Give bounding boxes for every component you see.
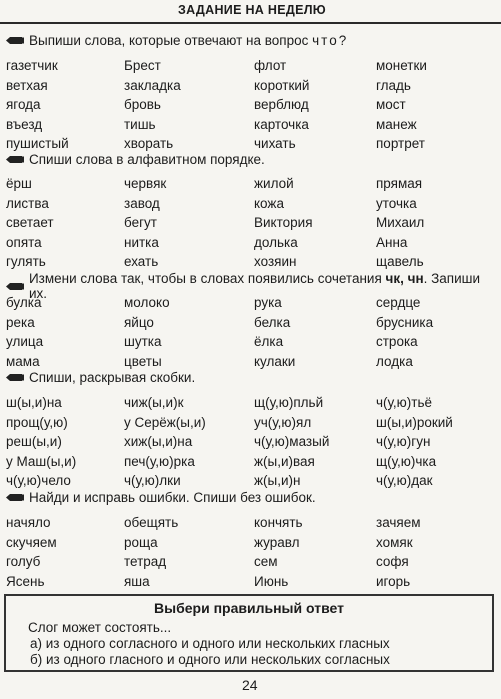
- word: ч(у,ю)мазый: [254, 434, 330, 449]
- word: роща: [124, 534, 158, 550]
- word: цветы: [124, 353, 162, 369]
- word: верблюд: [254, 97, 309, 112]
- word: Михаил: [376, 215, 425, 230]
- answer-question: Слог может состоять...: [28, 620, 172, 635]
- word: опята: [6, 234, 42, 250]
- word: софя: [376, 554, 409, 569]
- word: карточка: [254, 116, 309, 132]
- word: начяло: [6, 515, 51, 530]
- word: хозяин: [254, 254, 297, 269]
- word: кулаки: [254, 353, 296, 369]
- word: сем: [254, 554, 278, 569]
- word: голуб: [6, 554, 41, 569]
- pencil-icon: [6, 282, 24, 291]
- word: ч(у,ю)тьё: [376, 395, 433, 410]
- word: уточка: [376, 195, 417, 211]
- task-5-instruction: [6, 490, 316, 505]
- word: гладь: [376, 77, 411, 93]
- page-title: ЗАДАНИЕ НА НЕДЕЛЮ: [178, 3, 326, 17]
- word: тишь: [124, 116, 156, 132]
- word: щавель: [376, 254, 424, 269]
- answer-box-title: Выбери правильный ответ: [154, 600, 344, 616]
- word: хомяк: [376, 534, 413, 550]
- word: у Маш(ы,и): [6, 453, 77, 469]
- word: листва: [6, 195, 49, 211]
- word: светает: [6, 215, 54, 230]
- word: монетки: [376, 58, 427, 73]
- word: Июнь: [254, 573, 289, 589]
- answer-box: [4, 594, 494, 672]
- word: мост: [376, 97, 406, 112]
- word: газетчик: [6, 58, 58, 73]
- word: шутка: [124, 334, 162, 349]
- word: хворать: [124, 136, 174, 151]
- word: сердце: [376, 295, 421, 310]
- word: мама: [6, 353, 40, 369]
- word: брусника: [376, 314, 434, 330]
- word: булка: [6, 295, 42, 310]
- word: рука: [254, 295, 282, 310]
- word: Анна: [376, 234, 408, 250]
- answer-option-a: а) из одного согласного и одного или нескольких гласных: [30, 636, 390, 651]
- word: Ясень: [6, 573, 45, 589]
- word: у Серёж(ы,и): [124, 414, 206, 430]
- task-5-text: Найди и исправь ошибки. Спиши без ошибок.: [29, 490, 316, 505]
- word: журавл: [254, 534, 300, 550]
- task-1-instruction: [6, 33, 346, 48]
- word: закладка: [124, 77, 181, 93]
- task-2-words: [6, 174, 486, 272]
- word: печ(у,ю)рка: [124, 453, 195, 469]
- word: строка: [376, 334, 418, 349]
- word: реш(ы,и): [6, 434, 62, 449]
- word: белка: [254, 314, 291, 330]
- task-3-words: [6, 293, 486, 371]
- word: ж(ы,и)н: [254, 473, 301, 488]
- word: флот: [254, 58, 287, 73]
- word: бегут: [124, 215, 157, 230]
- word: завод: [124, 195, 160, 211]
- word: ж(ы,и)вая: [254, 453, 315, 469]
- word: игорь: [376, 573, 411, 589]
- task-2-instruction: [6, 152, 265, 167]
- word: яша: [124, 573, 150, 589]
- word: ёлка: [254, 334, 284, 349]
- task-4-instruction: [6, 370, 195, 385]
- pencil-icon: [6, 36, 24, 45]
- word: долька: [254, 234, 298, 250]
- word: бровь: [124, 97, 161, 112]
- task-1-words: [6, 56, 486, 154]
- word: ч(у,ю)чело: [6, 473, 71, 488]
- word: ягода: [6, 97, 41, 112]
- word: ёрш: [6, 176, 32, 191]
- word: кожа: [254, 195, 284, 211]
- word: гулять: [6, 254, 46, 269]
- word: нитка: [124, 234, 159, 250]
- word: хиж(ы,и)на: [124, 434, 193, 449]
- word: прямая: [376, 176, 423, 191]
- pencil-icon: [6, 155, 24, 164]
- word: скучяем: [6, 534, 57, 550]
- word: ч(у,ю)лки: [124, 473, 181, 488]
- task-1-text: Выпиши слова, которые отвечают на вопрос что?: [29, 33, 347, 48]
- word: манеж: [376, 116, 417, 132]
- word: лодка: [376, 353, 413, 369]
- page-number: 24: [242, 677, 258, 693]
- word: ш(ы,и)рокий: [376, 414, 453, 430]
- word: портрет: [376, 136, 425, 151]
- word: Брест: [124, 58, 161, 73]
- page-header: [0, 0, 501, 24]
- word: зачяем: [376, 515, 421, 530]
- task-5-words: [6, 513, 486, 591]
- task-2-text: Спиши слова в алфавитном порядке.: [29, 152, 265, 167]
- word: ш(ы,и)на: [6, 395, 62, 410]
- task-4-words: [6, 393, 486, 491]
- word: ч(у,ю)гун: [376, 434, 431, 449]
- word: ч(у,ю)дак: [376, 473, 433, 488]
- word: пушистый: [6, 136, 69, 151]
- word: обещять: [124, 515, 179, 530]
- word: улица: [6, 334, 44, 349]
- word: тетрад: [124, 554, 167, 569]
- word: ветхая: [6, 77, 48, 93]
- word: Виктория: [254, 215, 313, 230]
- word: чиж(ы,и)к: [124, 395, 184, 410]
- word: жилой: [254, 176, 294, 191]
- word: щ(у,ю)пльй: [254, 395, 324, 410]
- pencil-icon: [6, 373, 24, 382]
- word: кончять: [254, 515, 303, 530]
- word: въезд: [6, 116, 43, 132]
- word: щ(у,ю)чка: [376, 453, 437, 469]
- word: уч(у,ю)ял: [254, 414, 312, 430]
- word: яйцо: [124, 314, 154, 330]
- word: короткий: [254, 77, 310, 93]
- word: река: [6, 314, 35, 330]
- word: червяк: [124, 176, 167, 191]
- word: молоко: [124, 295, 170, 310]
- task-4-text: Спиши, раскрывая скобки.: [29, 370, 196, 385]
- pencil-icon: [6, 493, 24, 502]
- word: чихать: [254, 136, 296, 151]
- answer-option-b: б) из одного гласного и одного или нескольких согласных: [30, 652, 390, 667]
- word: ехать: [124, 254, 159, 269]
- word: прощ(у,ю): [6, 414, 68, 430]
- task-3-text: Измени слова так, чтобы в словах появились сочетания чк, чн. Запиши их.: [28, 271, 480, 301]
